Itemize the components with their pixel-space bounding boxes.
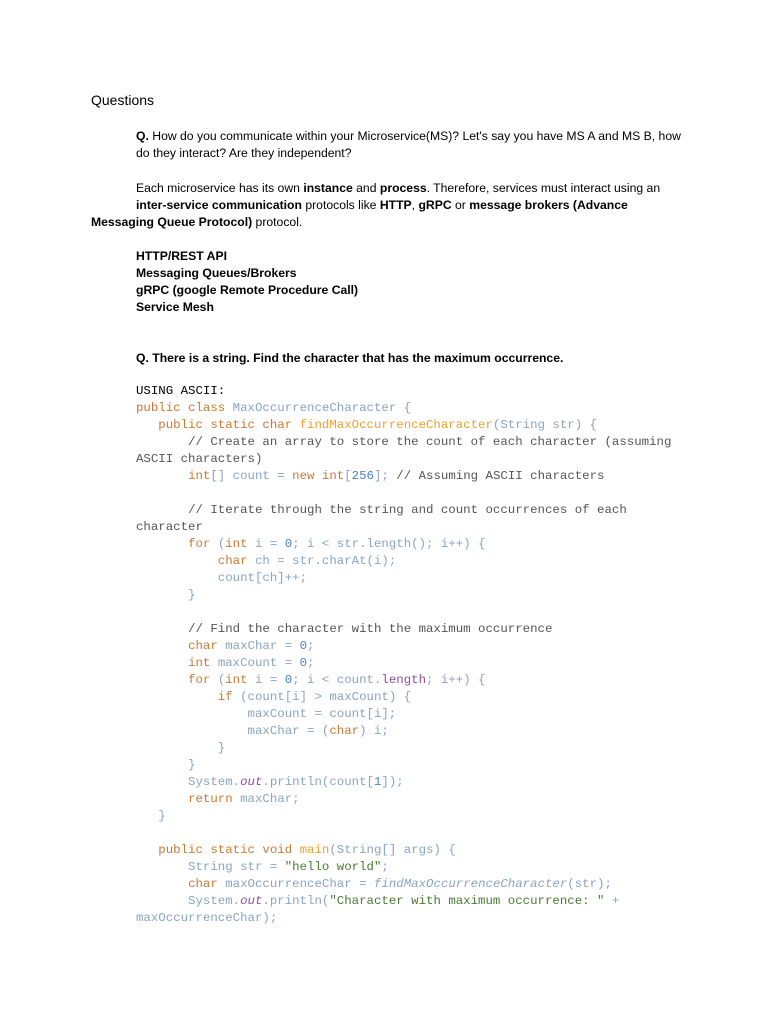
code-comment: // Iterate through the string and count occurrences of each <box>188 503 627 517</box>
code-line: String str = "hello world"; <box>136 860 389 874</box>
protocol-list <box>136 248 358 316</box>
answer-bold: gRPC <box>418 198 452 212</box>
code-line: return maxChar; <box>188 792 300 806</box>
question-1-label: Q. <box>136 129 149 143</box>
code-line: System.out.println(count[1]); <box>136 775 404 789</box>
code-line: public static char findMaxOccurrenceCharacter(String str) { <box>136 418 598 432</box>
code-line: } <box>136 758 196 772</box>
code-line: maxCount = count[i]; <box>136 707 397 721</box>
question-2 <box>136 350 736 367</box>
answer-bold: message brokers (Advance <box>469 198 628 212</box>
question-1-text: How do you communicate within your Microservice(MS)? Let's say you have MS A and MS B, how do they interact? Are they independent? <box>136 129 681 160</box>
code-comment: ASCII characters) <box>136 452 263 466</box>
answer-text: or <box>451 198 470 212</box>
protocol-item: HTTP/REST API <box>136 249 227 263</box>
code-line <box>136 485 671 502</box>
page-heading: Questions <box>91 92 155 108</box>
code-comment: // Assuming ASCII characters <box>396 469 605 483</box>
code-line <box>136 604 671 621</box>
code-line: public class MaxOccurrenceCharacter { <box>136 401 412 415</box>
protocol-item: gRPC (google Remote Procedure Call) <box>136 283 359 297</box>
answer-text: Each microservice has its own <box>136 181 304 195</box>
code-line: maxChar = (char) i; <box>136 724 389 738</box>
method-call: findMaxOccurrenceCharacter <box>373 877 568 891</box>
code-line <box>136 451 671 468</box>
code-line <box>136 519 671 536</box>
code-line: } <box>136 809 166 823</box>
code-number: 256 <box>351 469 374 483</box>
code-line <box>136 502 671 519</box>
answer-1 <box>91 180 691 231</box>
code-line <box>136 434 671 451</box>
code-line <box>136 621 671 638</box>
code-line: char maxChar = 0; <box>188 639 315 653</box>
answer-bold: inter-service communication <box>136 198 302 212</box>
code-block <box>136 383 671 927</box>
class-name: MaxOccurrenceCharacter <box>232 401 397 415</box>
string-literal: "Character with maximum occurrence: " <box>329 894 605 908</box>
protocol-item: Service Mesh <box>136 300 214 314</box>
answer-bold: process <box>379 181 427 195</box>
code-line: int maxCount = 0; <box>188 656 315 670</box>
code-line: } <box>136 588 196 602</box>
answer-bold: Messaging Queue Protocol) <box>91 215 253 229</box>
answer-text: protocols like <box>301 198 380 212</box>
code-comment: character <box>136 520 203 534</box>
answer-bold: HTTP <box>379 198 412 212</box>
question-2-text: Q. There is a string. Find the character that has the maximum occurrence. <box>136 351 564 365</box>
code-comment: // Create an array to store the count of each character (assuming <box>188 435 672 449</box>
code-line: char maxOccurrenceChar = findMaxOccurrenceCharacter(str); <box>188 877 612 891</box>
code-line: System.out.println("Character with maximum occurrence: " + <box>136 894 620 908</box>
code-line <box>136 825 671 842</box>
question-1 <box>136 128 696 162</box>
answer-text: protocol. <box>252 215 303 229</box>
answer-text: , <box>411 198 419 212</box>
code-line: if (count[i] > maxCount) { <box>217 690 412 704</box>
code-line: char ch = str.charAt(i); <box>217 554 397 568</box>
answer-bold: instance <box>303 181 353 195</box>
answer-text: . Therefore, services must interact using an <box>426 181 661 195</box>
code-line: maxOccurrenceChar); <box>136 911 278 925</box>
method-name: findMaxOccurrenceCharacter <box>299 418 493 432</box>
string-literal: "hello world" <box>284 860 382 874</box>
code-line: int[] count = new int[256]; // Assuming ASCII characters <box>188 469 605 483</box>
code-line: } <box>136 741 226 755</box>
code-comment: // Find the character with the maximum occurrence <box>188 622 553 636</box>
answer-text: and <box>352 181 380 195</box>
code-line: for (int i = 0; i < count.length; i++) { <box>188 673 486 687</box>
code-title: USING ASCII: <box>136 384 226 398</box>
code-line: for (int i = 0; i < str.length(); i++) { <box>188 537 486 551</box>
protocol-item: Messaging Queues/Brokers <box>136 266 297 280</box>
code-line: count[ch]++; <box>136 571 308 585</box>
code-line <box>136 383 671 400</box>
code-line: public static void main(String[] args) { <box>136 843 456 857</box>
